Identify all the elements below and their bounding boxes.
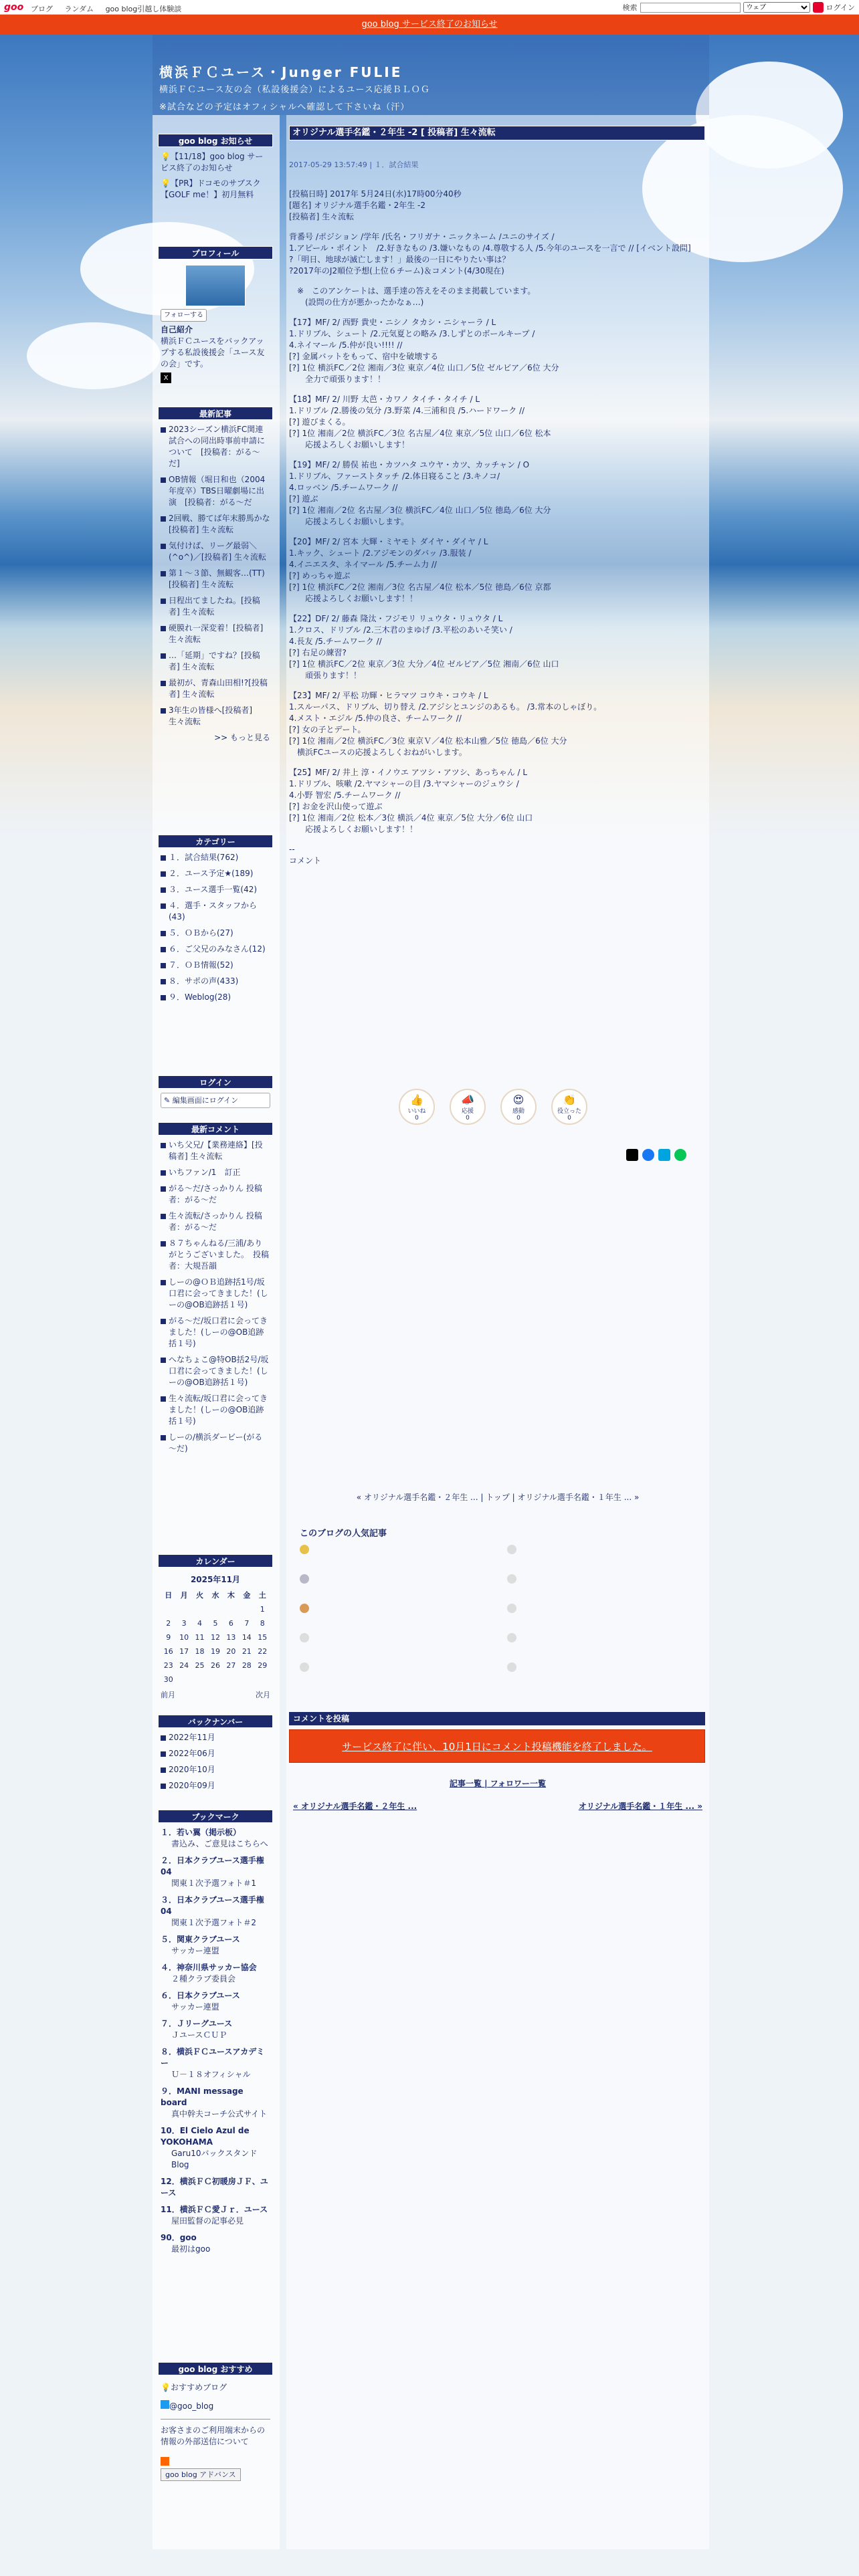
- calendar-day[interactable]: 22: [258, 1647, 268, 1656]
- reaction-icon: 👍: [410, 1093, 423, 1106]
- service-end-link[interactable]: goo blog サービス終了のお知らせ: [361, 19, 498, 29]
- calendar-day[interactable]: 5: [213, 1619, 218, 1628]
- profile-heading: プロフィール: [158, 246, 273, 259]
- search-scope-select[interactable]: [743, 2, 810, 13]
- calendar-weekday: 金: [243, 1591, 251, 1600]
- backnumber-link[interactable]: 2022年06月: [161, 1748, 270, 1759]
- reaction-label: 応援: [461, 1108, 474, 1115]
- backnumber-link[interactable]: 2022年11月: [161, 1732, 270, 1743]
- calendar-day: [176, 1673, 191, 1687]
- reaction-icon: 📣: [461, 1093, 474, 1106]
- reaction-icon: 😍: [512, 1093, 524, 1106]
- calendar-day[interactable]: 11: [195, 1633, 205, 1642]
- global-header: [0, 0, 859, 15]
- popular-list: [300, 1539, 701, 1687]
- calendar-day[interactable]: 29: [258, 1661, 268, 1670]
- calendar-day[interactable]: 19: [210, 1647, 220, 1656]
- post-paragraph: 【20】MF/ 2/ 宮本 大輝・ミヤモト ダイヤ・ダイヤ / L 1.キック、シュート /2.アジモンのダバッ /3.服装 / 4.イニエスタ、ネイマール /5.チーム力 // [?] めっちゃ遊ぶ [?] 1位 横浜FC／2位 湘南／3位 名古屋／4位 松本／5位 徳島／6位 京都 応援よろしくお願いします！！: [289, 537, 551, 603]
- post-title[interactable]: オリジナル選手名鑑・２年生 -2 [ 投稿者] 生々流転: [289, 126, 705, 140]
- calendar-day: [239, 1673, 254, 1687]
- news-item[interactable]: 💡【11/18】goo blog サービス終了のお知らせ: [161, 152, 264, 173]
- bookmark-item: [161, 2018, 270, 2041]
- bookmark-item: [161, 2086, 270, 2120]
- news-heading: goo blog お知らせ: [158, 134, 273, 147]
- edit-login-button[interactable]: ✎ 編集画面にログイン: [161, 1093, 270, 1108]
- bookmark-desc: 真中幹夫コーチ公式サイト: [171, 2109, 268, 2119]
- bookmark-item: [161, 2204, 270, 2227]
- reaction-buttons: [399, 1089, 587, 1125]
- calendar-day[interactable]: 16: [163, 1647, 173, 1656]
- bookmark-desc: 最初はgoo: [171, 2244, 211, 2254]
- reaction-count: 0: [567, 1115, 571, 1121]
- profile-text: 横浜ＦＣユースをバックアップする私設後援会「ユース友の会」です。: [161, 336, 265, 368]
- calendar-day[interactable]: 17: [179, 1647, 189, 1656]
- popular-heading: このブログの人気記事: [300, 1529, 387, 1539]
- bookmark-link[interactable]: ５．関東クラブユース: [161, 1935, 240, 1944]
- backnumber-link[interactable]: 2020年09月: [161, 1780, 270, 1792]
- desc-line-1: 横浜ＦＣユース友の会（私設後援会）によるユース応援ＢＬＯＧ: [159, 85, 430, 95]
- category-link[interactable]: ９．Weblog(28): [161, 992, 270, 1003]
- recent-comment-link[interactable]: いちファン/1 訂正: [161, 1167, 270, 1178]
- bookmark-link[interactable]: ９．MANI message board: [161, 2086, 244, 2107]
- twitter-icon: [161, 2400, 169, 2409]
- crown-bronze-icon: [300, 1604, 309, 1613]
- category-box: [158, 835, 273, 1012]
- bookmark-heading: ブックマーク: [158, 1810, 273, 1823]
- reaction-count: 0: [415, 1115, 419, 1121]
- bookmark-item: [161, 1990, 270, 2013]
- calendar-day[interactable]: 13: [226, 1633, 236, 1642]
- bookmark-link[interactable]: ７．Ｊリーグユース: [161, 2019, 233, 2028]
- blog-description: [159, 82, 430, 116]
- recent-comment-link[interactable]: がる～だ/坂口君に会ってきました！(しーの@OB追跡括１号): [161, 1315, 270, 1350]
- twitter-link[interactable]: @goo_blog: [161, 2400, 270, 2412]
- calendar-day[interactable]: 15: [258, 1633, 268, 1642]
- crown-gold-icon: [300, 1545, 309, 1554]
- calendar-day: [192, 1602, 207, 1616]
- sidebar: [153, 115, 280, 2549]
- post-paragraph: 【18】MF/ 2/ 川野 太芭・カワノ タイチ・タイチ / L 1.ドリブル /2.勝後の気分 /3.野菜 /4.三浦和良 /5.ハードワーク // [?] 遊びまくる。 [?] 1位 湘南／2位 横浜FC／3位 名古屋／4位 東京／5位 山口／6位 松本 応援よろしくお願いします！: [289, 395, 551, 449]
- category-link[interactable]: ２．ユース予定★(189): [161, 868, 270, 879]
- bookmark-link[interactable]: 12．横浜ＦＣ初暖房ＪＦ、ユース: [161, 2177, 268, 2197]
- post-paragraph: [投稿日時] 2017年 5月24日(水)17時00分40秒 [題名] オリジナル選手名鑑・2年生 -2 [投稿者] 生々流転: [289, 189, 462, 221]
- privacy-link[interactable]: お客さまのご利用端末からの情報の外部送信について: [161, 2419, 270, 2448]
- bulb-icon: 💡: [161, 179, 171, 188]
- calendar-weekday: 土: [258, 1591, 266, 1600]
- goo-logo[interactable]: goo: [4, 2, 24, 13]
- news-box: [158, 134, 273, 205]
- news-item[interactable]: 💡【PR】ドコモのサブスク【GOLF me！】初月無料: [161, 179, 261, 199]
- calendar-day[interactable]: 2: [166, 1619, 171, 1628]
- nav-move[interactable]: goo blog引越し体験談: [105, 5, 182, 13]
- recent-comment-link[interactable]: ８７ちゃんねる/三浦/ありがとうございました。 投稿者：大規吾韻: [161, 1238, 270, 1272]
- calendar-day[interactable]: 23: [163, 1661, 173, 1670]
- calendar-weekday: 木: [227, 1591, 235, 1600]
- list-links[interactable]: 記事一覧 | フォロワー一覧: [449, 1779, 547, 1788]
- rank-icon: [507, 1545, 516, 1554]
- calendar-day[interactable]: 21: [242, 1647, 252, 1656]
- calendar-day[interactable]: 14: [242, 1633, 252, 1642]
- share-buttons: [626, 1149, 686, 1161]
- bookmark-link[interactable]: ２．日本クラブユース選手権04: [161, 1856, 264, 1876]
- advance-button[interactable]: goo blog アドバンス: [161, 2468, 241, 2481]
- calendar-day: [223, 1602, 239, 1616]
- more-link[interactable]: >> もっと見る: [214, 733, 270, 742]
- recent-comment-link[interactable]: いち父兄/【業務連絡】[投稿者] 生々流転: [161, 1140, 270, 1162]
- post-paragraph: ※ このアンケートは、選手達の答えをそのまま掲載しています。 (設問の仕方が悪かったかなぁ…): [297, 286, 536, 307]
- calendar-day: [207, 1602, 223, 1616]
- rank-icon: [507, 1604, 516, 1613]
- recent-comment-link[interactable]: 生々流転/坂口君に会ってきました！(しーの@OB追跡括１号): [161, 1393, 270, 1427]
- bookmark-desc: 書込み、ご意見はこちらへ: [171, 1839, 268, 1848]
- search-label: 検索: [622, 3, 638, 12]
- calendar-day[interactable]: 12: [210, 1633, 220, 1642]
- bookmark-desc: Garu10バックスタンドBlog: [171, 2149, 258, 2169]
- comment-heading: コメントを投稿: [289, 1712, 705, 1725]
- bookmark-item: [161, 2125, 270, 2171]
- calendar-day[interactable]: 4: [197, 1619, 203, 1628]
- recent-post-link[interactable]: OB情報（堀日和也（2004年度卒）TBS日曜劇場に出演 [投稿者：がる～だ: [161, 474, 270, 508]
- calendar-weekday: 火: [196, 1591, 204, 1600]
- bookmark-item: [161, 1895, 270, 1929]
- nav-blog[interactable]: ブログ: [31, 5, 53, 13]
- bookmark-desc: サッカー連盟: [171, 1946, 219, 1955]
- reaction-button[interactable]: [500, 1089, 537, 1125]
- calendar-day[interactable]: 30: [163, 1675, 173, 1684]
- post-paragraph: 【19】MF/ 2/ 勝俣 祐也・カツハタ ユウヤ・カツ、カッチャン / O 1.ドリブル、ファーストタッチ /2.体日寝ること /3.キノコ/ 4.ロッベン /5.チームワーク // [?] 遊ぶ [?] 1位 湘南／2位 名古屋／3位 横浜FC／4位 山口／5位 徳島／6位 大分 応援よろしくお願いします。: [289, 460, 551, 526]
- calendar-day[interactable]: 18: [195, 1647, 205, 1656]
- search-area: [623, 2, 855, 13]
- hatena-share-icon[interactable]: [658, 1149, 670, 1161]
- rss-icon[interactable]: [161, 2457, 169, 2466]
- blog-title[interactable]: 横浜ＦＣユース・Junger FULIE: [159, 64, 403, 80]
- recent-post-link[interactable]: 2023シーズン横浜FC関連試合への同出時事前申請について [投稿者：がる～だ]: [161, 424, 270, 469]
- category-link[interactable]: ８．サポの声(433): [161, 976, 270, 987]
- nav-random[interactable]: ランダム: [64, 5, 94, 13]
- recent-post-link[interactable]: 第１～３節、無観客…(TT)[投稿者] 生々流転: [161, 568, 270, 591]
- calendar-day[interactable]: 26: [210, 1661, 220, 1670]
- bookmark-link[interactable]: ４．神奈川県サッカー協会: [161, 1963, 257, 1972]
- recent-post-link[interactable]: …「延期」ですね？[投稿者] 生々流転: [161, 650, 270, 673]
- calendar-weekday: 月: [180, 1591, 188, 1600]
- calendar-day[interactable]: 1: [260, 1605, 265, 1614]
- login-link[interactable]: ログイン: [826, 3, 855, 12]
- reaction-button[interactable]: [450, 1089, 486, 1125]
- x-share-icon[interactable]: [626, 1149, 638, 1161]
- calendar-weekday: 水: [211, 1591, 219, 1600]
- rank-icon: [507, 1633, 516, 1642]
- calendar-day[interactable]: 9: [166, 1633, 171, 1642]
- recommend-heading: goo blog おすすめ: [158, 2362, 273, 2375]
- recent-post-link[interactable]: 硬膜れ一深変着！[投稿者] 生々流転: [161, 623, 270, 645]
- post-paragraph: 【22】DF/ 2/ 藤森 隆汰・フジモリ リュウタ・リュウタ / L 1.クロス、ドリブル /2.三木君のまゆげ /3.平松のあいそ笑い / 4.長友 /5.チームワーク // [?] 右足の練習? [?] 1位 横浜FC／2位 東京／3位 大分／4位 ゼルビア／5位 湘南／6位 山口 頑張ります！！: [289, 614, 559, 680]
- comments-box: [158, 1122, 273, 1463]
- category-link[interactable]: ３．ユース選手一覧(42): [161, 884, 270, 895]
- profile-name[interactable]: 自己紹介: [161, 325, 193, 334]
- bookmark-link[interactable]: １．若い翼（掲示板）: [161, 1828, 242, 1837]
- bookmark-link[interactable]: ６．日本クラブユース: [161, 1991, 240, 2000]
- search-input[interactable]: [640, 3, 741, 13]
- post-paragraph: 【23】MF/ 2/ 平松 功輝・ヒラマツ コウキ・コウキ / L 1.スルーパス、ドリブル、切り替え /2.アジシとユンジのあるも。 /3.常本のしゃぼり。 4.メスト・エジル /5.仲の良さ、チームワーク // [?] 女の子とデート。 [?] 1位 湘南／2位 横浜FC／3位 東京Ｖ／4位 松本山雅／5位 徳島／6位 大分 横浜FCユースの応援よろしくおねがいします。: [289, 691, 602, 757]
- reaction-label: 感動: [512, 1108, 524, 1115]
- rank-icon: [507, 1574, 516, 1584]
- bookmark-link[interactable]: 90．goo: [161, 2233, 197, 2242]
- recent-comment-link[interactable]: しーの/横浜ダービー(がる～だ): [161, 1432, 270, 1455]
- desc-line-2: ※試合などの予定はオフィシャルへ確認して下さいね（汗）: [159, 102, 410, 112]
- recent-post-link[interactable]: 2回戦、勝てば年末勝馬かな[投稿者] 生々流転: [161, 513, 270, 536]
- calendar-box: [158, 1554, 273, 1705]
- line-share-icon[interactable]: [674, 1149, 686, 1161]
- category-link[interactable]: ７．ＯＢ情報(52): [161, 960, 270, 971]
- calendar-day[interactable]: 8: [260, 1619, 265, 1628]
- post-paragraph: 【17】MF/ 2/ 西野 貴史・ニシノ タカシ・ニシャーラ / L 1.ドリブル、シュート /2.元気夏との略み /3.しずとのボールキープ / 4.ネイマール /5.仲が良い!!!! // [?] 金属バットをもって、宿中を破壊する [?] 1位 横浜FC／2位 湘南／3位 東京／4位 山口／5位 ゼルビア／6位 大分 全力で頑張ります！！: [289, 318, 559, 384]
- recommend-blog-link[interactable]: 💡おすすめブログ: [161, 2383, 227, 2392]
- comment-closed-link[interactable]: サービス終了に伴い、10月1日にコメント投稿機能を終了しました。: [342, 1741, 652, 1753]
- calendar-day[interactable]: 7: [244, 1619, 250, 1628]
- bookmark-desc: 屋田監督の記事必見: [171, 2216, 244, 2226]
- calendar-day: [176, 1602, 191, 1616]
- recent-heading: 最新記事: [158, 407, 273, 420]
- bookmark-link[interactable]: ８．横浜ＦＣユースアカデミー: [161, 2047, 265, 2068]
- bookmark-link[interactable]: 10．El Cielo Azul de YOKOHAMA: [161, 2126, 250, 2147]
- next-post-link[interactable]: オリジナル選手名鑑・１年生 ... »: [578, 1802, 702, 1811]
- calendar-day[interactable]: 24: [179, 1661, 189, 1670]
- bookmark-item: [161, 2176, 270, 2199]
- bookmark-desc: 関東１次予選フォト＃2: [171, 1918, 257, 1927]
- backnumber-heading: バックナンバー: [158, 1715, 273, 1728]
- post-nav[interactable]: « オリジナル選手名鑑・２年生 ... | トップ | オリジナル選手名鑑・１年生 ... »: [356, 1493, 640, 1502]
- login-heading: ログイン: [158, 1075, 273, 1089]
- calendar-prev[interactable]: 前月: [161, 1691, 175, 1699]
- calendar-day: [223, 1673, 239, 1687]
- x-icon[interactable]: X: [161, 372, 171, 383]
- reaction-icon: 👏: [563, 1093, 576, 1106]
- reaction-count: 0: [466, 1115, 470, 1121]
- main-content: [286, 115, 709, 2549]
- comments-heading: 最新コメント: [158, 1122, 273, 1136]
- bulb-icon: 💡: [161, 152, 171, 161]
- post-paragraph: -- コメント: [289, 845, 322, 865]
- calendar-month: 2025年11月: [190, 1575, 241, 1584]
- bookmark-item: [161, 1934, 270, 1957]
- calendar-day: [207, 1673, 223, 1687]
- reaction-label: いいね: [407, 1108, 426, 1115]
- calendar-day[interactable]: 3: [181, 1619, 187, 1628]
- prev-post-link[interactable]: « オリジナル選手名鑑・２年生 ...: [293, 1802, 417, 1811]
- category-link[interactable]: ５．ＯＢから(27): [161, 928, 270, 939]
- calendar-day[interactable]: 25: [195, 1661, 205, 1670]
- bookmark-item: [161, 1827, 270, 1850]
- bookmark-desc: ２種クラブ委員会: [171, 1974, 236, 1983]
- recent-comment-link[interactable]: しーの@ＯＢ追跡括1号/坂口君に会ってきました！(しーの@OB追跡括１号): [161, 1277, 270, 1311]
- bookmark-item: [161, 1962, 270, 1985]
- calendar-day: [161, 1602, 176, 1616]
- backnumber-box: [158, 1715, 273, 1800]
- facebook-share-icon[interactable]: [642, 1149, 654, 1161]
- bookmark-desc: サッカー連盟: [171, 2002, 219, 2012]
- post-meta[interactable]: 2017-05-29 13:57:49 | １．試合結果: [289, 160, 419, 169]
- recent-box: [158, 407, 273, 748]
- reaction-button[interactable]: [551, 1089, 587, 1125]
- recommend-box: [158, 2362, 273, 2485]
- global-nav: [31, 3, 191, 14]
- bookmark-item: [161, 1855, 270, 1889]
- post-paragraph: 【25】MF/ 2/ 井上 淳・イノウエ アツシ・アツシ、あっちゃん / L 1.ドリブル、咳嗽 /2.ヤマシャーの目 /3.ヤマシャーのジュウシ / 4.小野 智宏 /5.チームワーク // [?] お金を沢山使って遊ぶ [?] 1位 湘南／2位 松本／3位 横浜／4位 東京／5位 大分／6位 山口 応援よろしくお願いします！！: [289, 768, 533, 834]
- backnumber-link[interactable]: 2020年10月: [161, 1764, 270, 1776]
- category-link[interactable]: ４．選手・スタッフから(43): [161, 900, 270, 923]
- calendar-day[interactable]: 27: [226, 1661, 236, 1670]
- profile-box: [158, 246, 273, 387]
- recent-post-link[interactable]: 日程出てましたね。[投稿者] 生々流転: [161, 595, 270, 618]
- bookmark-box: [158, 1810, 273, 2264]
- rank-icon: [300, 1633, 309, 1642]
- bookmark-item: [161, 2046, 270, 2080]
- recent-post-link[interactable]: 最初が、青森山田相!?[投稿者] 生々流転: [161, 677, 270, 700]
- calendar-heading: カレンダー: [158, 1554, 273, 1568]
- category-heading: カテゴリー: [158, 835, 273, 848]
- calendar-day[interactable]: 10: [179, 1633, 189, 1642]
- calendar-table: [161, 1588, 270, 1687]
- crown-silver-icon: [300, 1574, 309, 1584]
- blog-header: [153, 35, 709, 115]
- calendar-day: [192, 1673, 207, 1687]
- recent-comment-link[interactable]: 生々流転/さっかりん 投稿者：がる～だ: [161, 1210, 270, 1233]
- reaction-label: 役立った: [557, 1108, 581, 1115]
- comment-closed-notice: [289, 1729, 705, 1763]
- reaction-button[interactable]: [399, 1089, 435, 1125]
- post-body: [289, 189, 704, 875]
- bookmark-item: [161, 2232, 270, 2255]
- calendar-day[interactable]: 28: [242, 1661, 252, 1670]
- bookmark-link[interactable]: ３．日本クラブユース選手権04: [161, 1895, 264, 1916]
- calendar-day: [255, 1673, 270, 1687]
- bookmark-desc: ＪユースＣＵＰ: [171, 2030, 227, 2040]
- calendar-next[interactable]: 次月: [256, 1691, 270, 1699]
- bookmark-desc: Ｕ－１８オフィシャル: [171, 2070, 251, 2079]
- bookmark-desc: 関東１次予選フォト＃1: [171, 1879, 257, 1888]
- follow-button[interactable]: フォローする: [161, 309, 207, 322]
- category-link[interactable]: １．試合結果(762): [161, 852, 270, 863]
- rank-icon: [507, 1662, 516, 1672]
- recent-comment-link[interactable]: がる～だ/さっかりん 投稿者：がる～だ: [161, 1183, 270, 1206]
- profile-image[interactable]: [185, 265, 246, 306]
- rank-icon: [300, 1662, 309, 1672]
- recent-comment-link[interactable]: へなちょこ@特OB括2号/坂口君に会ってきました！(しーの@OB追跡括１号): [161, 1354, 270, 1388]
- post-paragraph: 背番号 /ポジション /学年 /氏名・フリガナ・ニックネーム /ユニのサイズ / 1.アピール・ポイント /2.好きなもの /3.嫌いなもの /4.尊敬する人 /5.今年のユースを一言で // [イベント設問] ?「明日、地球が滅亡します！」最後の一日にやりたい事は？ ?2017年のJ2順位予想(上位６チーム)＆コメント(4/30現在): [289, 232, 691, 276]
- calendar-day: [239, 1602, 254, 1616]
- recent-post-link[interactable]: 3年生の皆様へ[投稿者] 生々流転: [161, 705, 270, 728]
- recent-post-link[interactable]: 気付けば、リーグ最弱＼(^o^)／[投稿者] 生々流転: [161, 540, 270, 563]
- login-box: [158, 1075, 273, 1112]
- bookmark-link[interactable]: 11．横浜ＦＣ愛Ｊｒ．ユース: [161, 2205, 268, 2214]
- search-button[interactable]: [813, 2, 824, 13]
- calendar-weekday: 日: [165, 1591, 173, 1600]
- footer: [153, 2549, 709, 2576]
- calendar-day[interactable]: 6: [228, 1619, 233, 1628]
- reaction-count: 0: [516, 1115, 520, 1121]
- service-end-banner: [0, 15, 859, 35]
- category-link[interactable]: ６．ご父兄のみなさん(12): [161, 944, 270, 955]
- calendar-day[interactable]: 20: [226, 1647, 236, 1656]
